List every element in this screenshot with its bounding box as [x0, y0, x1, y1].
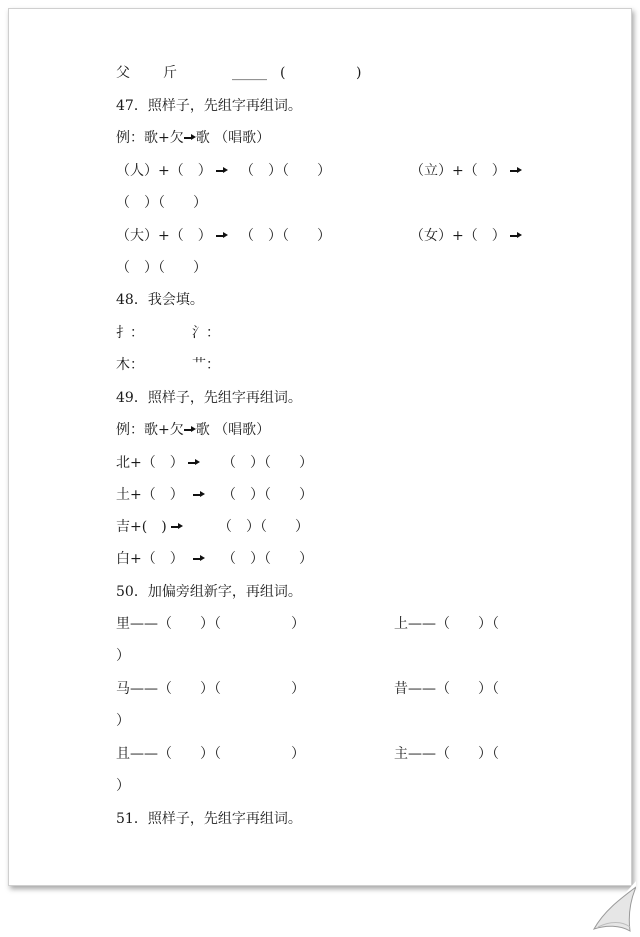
arrow-icon	[216, 166, 228, 176]
example-47: 例：歌+欠 歌 （唱歌）	[116, 130, 271, 146]
paren-open: (	[280, 65, 286, 81]
radical-xi: 昔——（ ）（	[394, 681, 499, 697]
combo-ji: 吉+( )	[116, 518, 183, 536]
document-page	[8, 8, 632, 886]
arrow-icon	[193, 490, 205, 500]
example-49: 例：歌+欠 歌 （唱歌）	[116, 422, 271, 438]
arrow-icon	[193, 554, 205, 564]
char-jin: 斤	[163, 65, 177, 81]
combo-tu: 土+（ ）	[116, 486, 205, 504]
question-48: 48．我会填。	[116, 292, 204, 308]
arrow-icon	[216, 231, 228, 241]
radical-li: 里——（ ）（ ）	[116, 616, 305, 632]
arrow-icon	[171, 522, 183, 532]
page-curl-icon	[590, 881, 636, 933]
paren-close: )	[356, 65, 362, 81]
row1-left-answer: （ ）（ ）	[240, 163, 331, 179]
arrow-icon	[188, 458, 200, 468]
row2-left-answer: （ ）（ ）	[240, 228, 331, 244]
radical-shou: 扌：	[116, 325, 144, 341]
blank-line: _____	[232, 65, 267, 81]
radical-shang: 上——（ ）（	[394, 616, 499, 632]
question-50: 50．加偏旁组新字，再组词。	[116, 584, 302, 600]
radical-zhu: 主——（ ）（	[394, 746, 499, 762]
arrow-icon	[184, 133, 196, 143]
row2-right: （女）+（ ）	[410, 227, 522, 245]
row1-right: （立）+（ ）	[410, 162, 522, 180]
combo-tu-answer: （ ）（ ）	[222, 487, 313, 503]
paren-close: ）	[116, 713, 130, 729]
radical-shui: 氵：	[192, 325, 220, 341]
row1-left: （人）+（ ）	[116, 162, 228, 180]
arrow-icon	[510, 166, 522, 176]
combo-bai-answer: （ ）（ ）	[222, 551, 313, 567]
combo-ji-answer: （ ）（ ）	[218, 519, 309, 535]
radical-qie: 且——（ ）（ ）	[116, 746, 305, 762]
paren-close: ）	[116, 648, 130, 664]
question-51: 51．照样子，先组字再组词。	[116, 811, 302, 827]
combo-bei: 北+（ ）	[116, 454, 200, 472]
combo-bai: 白+（ ）	[116, 550, 205, 568]
row2-left: （大）+（ ）	[116, 227, 228, 245]
radical-cao: 艹：	[192, 357, 220, 373]
row2-right-answer: （ ）（ ）	[116, 260, 207, 276]
row1-right-answer: （ ）（ ）	[116, 195, 207, 211]
paren-close: ）	[116, 778, 130, 794]
combo-bei-answer: （ ）（ ）	[222, 455, 313, 471]
radical-ma: 马——（ ）（ ）	[116, 681, 305, 697]
question-47: 47．照样子，先组字再组词。	[116, 98, 302, 114]
question-49: 49．照样子，先组字再组词。	[116, 390, 302, 406]
arrow-icon	[510, 231, 522, 241]
radical-mu: 木：	[116, 357, 144, 373]
char-fu: 父	[116, 65, 130, 81]
arrow-icon	[184, 425, 196, 435]
